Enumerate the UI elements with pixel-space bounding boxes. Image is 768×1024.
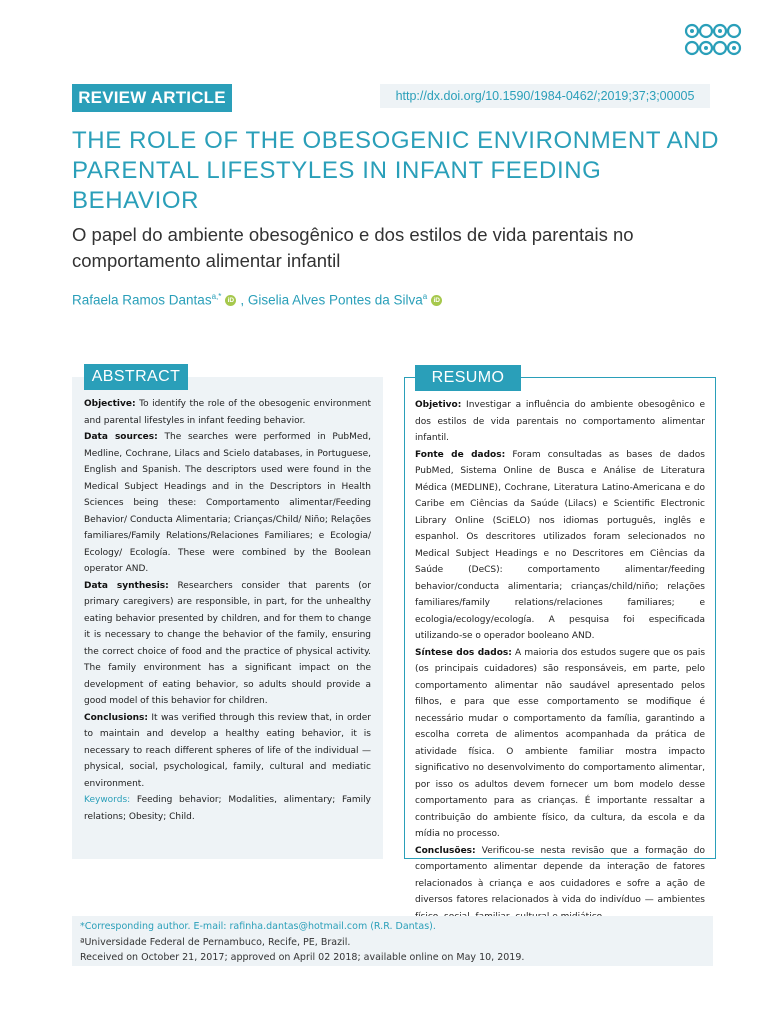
section-label: Conclusions: — [84, 712, 149, 723]
section-text: Verificou-se nesta revisão que a formação do comportamento alimentar depende da interação de fatores relacionados à criança e aos cuidadores e sofre a ação de diversos fatores relacionados à vida do indivíduo — ambientes — [415, 845, 705, 905]
author-list — [72, 287, 732, 311]
abstract-section — [84, 396, 371, 429]
resumo-body — [415, 397, 705, 958]
orcid-icon[interactable]: iD — [225, 295, 236, 306]
resumo-panel — [404, 369, 716, 905]
keywords-label: Keywords: — [84, 795, 131, 805]
abstract-keywords — [84, 792, 371, 825]
article-footer — [72, 916, 713, 966]
spsp-logo — [684, 22, 742, 58]
doi-link[interactable]: http://dx.doi.org/10.1590/1984-0462/;2019;37;3;00005 — [380, 84, 710, 108]
abstract-heading: ABSTRACT — [84, 364, 188, 390]
publication-dates: Received on October 21, 2017; approved on April 02 2018; available online on May 10, 2019. — [80, 952, 525, 963]
resumo-section — [415, 645, 705, 843]
section-text: It was verified through this review that, in order to maintain and develop a healthy eating behavior, it is necessary to reach different spheres of life of the individual — physical, social, psychological, family, cultural and mediatic environment. — [84, 712, 371, 789]
section-text: To identify the role of the obesogenic environment and parental lifestyles in infant feeding behavior. — [84, 399, 371, 426]
author-affiliation-mark: a — [422, 292, 428, 301]
section-badge: REVIEW ARTICLE — [72, 84, 232, 112]
abstract-section — [84, 429, 371, 578]
article-title: THE ROLE OF THE OBESOGENIC ENVIRONMENT AND PARENTAL LIFESTYLES IN INFANT FEEDING BEHAVIOR — [72, 127, 720, 214]
corresponding-author: *Corresponding author. E-mail: rafinha.dantas@hotmail.com (R.R. Dantas). — [80, 921, 436, 932]
section-label: Conclusões: — [415, 845, 476, 856]
section-text: Foram consultadas as bases de dados PubMed, Sistema Online de Busca e Análise de Literatura Médica (MEDLINE), Cochrane, Literatura Latino-Americana e do Caribe em Ciências da Saúde (Lilacs) e Scientific Electronic Library Online (SciELO) nos idiomas português, inglês e espanhol. Os descritores utilizados foram selecionados no Medical Subject Headings e no Descritores em Ciências da Saúde (DeCS): comportamento alimentar/feeding behavior/conducta alimentaria; crianças/child/niño; relações familiares/family relations/relaciones familiares; e ecologia/ecology/ecología. A pesquisa foi especificada utilizando-se o operador booleano AND. — [415, 449, 705, 641]
article-subtitle: O papel do ambiente obesogênico e dos estilos de vida parentais no comportamento alimentar infantil — [72, 224, 634, 271]
resumo-section — [415, 397, 705, 447]
author-name: Rafaela Ramos Dantas — [72, 292, 212, 308]
section-label: Objective: — [84, 399, 136, 409]
abstract-section — [84, 710, 371, 793]
section-text: A maioria dos estudos sugere que os pais (os principais cuidadores) são responsáveis, em parte, pelo comportamento alimentar não saudável apresentado pelos filhos, e para que esse comportamento se modifique é necessário mudar o comportamento da família, garantindo a escolha correta de alimentos acompanhada da prática de atividade física. O ambiente familiar mostra impacto significativo no desenvolvimento do comportamento alimentar, por isso os adultos devem fornecer um bom modelo desse comportamento para as crianças. É importante ressaltar a contribuição do ambiente físico, da cultura, da escola e da mídia no processo. — [415, 647, 706, 839]
section-label: Data sources: — [84, 432, 158, 442]
keywords-text: Feeding behavior; Modalities, alimentary; Family relations; Obesity; Child. — [84, 795, 371, 822]
section-label: Fonte de dados: — [415, 449, 506, 460]
section-label: Síntese dos dados: — [415, 647, 512, 658]
abstract-panel — [72, 368, 383, 859]
resumo-section — [415, 447, 705, 645]
author-affiliation-mark: a,* — [211, 292, 222, 301]
section-text: Investigar a influência do ambiente obesogênico e dos estilos de vida parentais no comportamento alimentar infantil. — [415, 400, 705, 443]
resumo-section — [415, 843, 705, 926]
abstract-body — [84, 396, 371, 825]
affiliation: ªUniversidade Federal de Pernambuco, Recife, PE, Brazil. — [80, 936, 351, 948]
abstract-section — [84, 578, 371, 710]
section-text: The searches were performed in PubMed, Medline, Cochrane, Lilacs and Scielo databases, in Portuguese, English and Spanish. The descriptors used were found in the Medical Subject Headings and in the Descriptors in Health Sciences being these: Comportamento alimentar/Feeding Behavior/ Conducta Alimentaria; Crianças/Child/ Niño; Relações familiares/Family Relations/Relaciones Familiares; e Ecologia/ Ecology/ Ecología. These were combined by the Boolean operator AND. — [84, 432, 371, 574]
author-name: Giselia Alves Pontes da Silva — [247, 292, 423, 308]
orcid-icon[interactable]: iD — [431, 295, 442, 306]
section-label: Objetivo: — [415, 400, 462, 410]
resumo-heading: RESUMO — [415, 365, 521, 391]
section-label: Data synthesis: — [84, 580, 169, 591]
author-separator: , — [240, 292, 245, 308]
section-text: Researchers consider that parents (or primary caregivers) are responsible, in part, for the unhealthy eating behavior presented by children, and for them to change it is necessary to change the behavior of the family, ensuring the correct choice of food and the practice of physical activity. The family environment has a significant impact on the development of eating behavior, so adults should provide a good model of this behavior for children. — [84, 580, 371, 706]
